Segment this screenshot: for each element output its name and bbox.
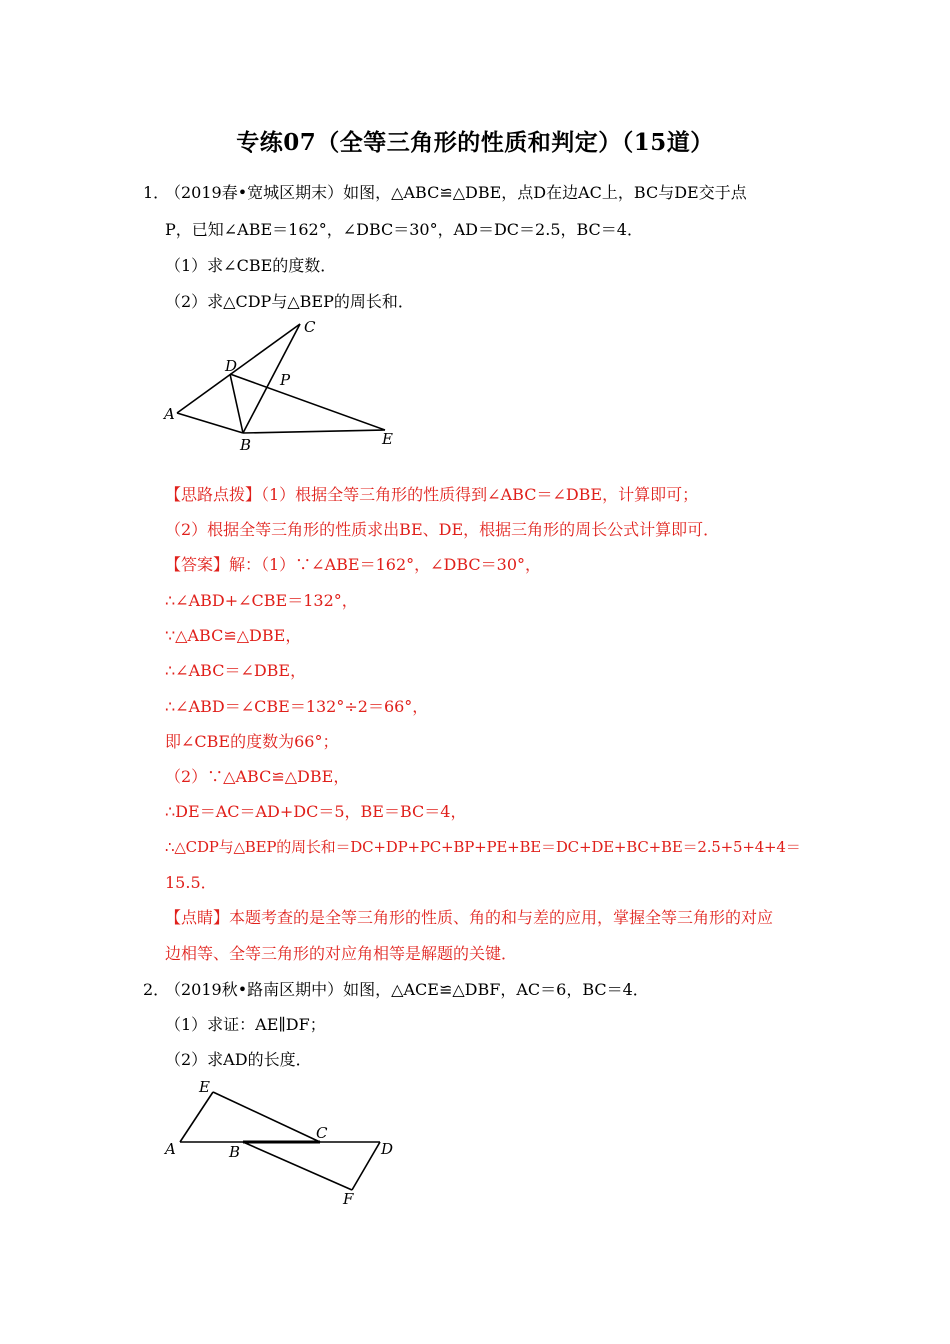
question-number-2: 2． [143, 980, 170, 999]
question-number-1: 1． [143, 183, 170, 202]
q2-part2: （2）求AD的长度． [165, 1050, 312, 1069]
q1-answer-line: ∴△CDP与△BEP的周长和＝DC+DP+PC+BP+PE+BE＝DC+DE+BC+BE＝2.5+5+4+4＝ [165, 838, 801, 856]
q2-label-c: C [316, 1124, 328, 1142]
q1-remark-line1: 【点睛】本题考查的是全等三角形的性质、角的和与差的应用，掌握全等三角形的对应 [165, 908, 774, 927]
q1-answer-line: ∵△ABC≌△DBE， [165, 626, 302, 645]
q2-label-d: D [381, 1140, 394, 1158]
q2-figure [155, 1072, 415, 1212]
q1-hint-line1: 【思路点拨】（1）根据全等三角形的性质得到∠ABC＝∠DBE，计算即可； [165, 485, 699, 504]
q1-remark-line2: 边相等、全等三角形的对应角相等是解题的关键． [165, 944, 518, 963]
q1-answer-line: ∴∠ABC＝∠DBE， [165, 661, 307, 680]
q1-answer-line: （2）∵△ABC≌△DBE， [165, 767, 350, 786]
page-title: 专练07（全等三角形的性质和判定）（15道） [236, 129, 714, 156]
q2-label-a: A [165, 1140, 176, 1158]
q1-label-p: P [280, 371, 291, 389]
q1-answer-line: 15.5． [165, 873, 217, 892]
q1-answer-line: ∴DE＝AC＝AD+DC＝5，BE＝BC＝4， [165, 802, 467, 821]
q1-answer-line: 【答案】解：（1）∵∠ABE＝162°，∠DBC＝30°， [165, 555, 542, 574]
q1-answer-line: ∴∠ABD＝∠CBE＝132°÷2＝66°， [165, 697, 429, 716]
q1-stem-line1: （2019春•宽城区期末）如图，△ABC≌△DBE，点D在边AC上，BC与DE交于点 [165, 183, 747, 202]
q1-label-b: B [240, 436, 252, 454]
q1-answer-line: ∴∠ABD+∠CBE＝132°， [165, 591, 358, 610]
q2-part1: （1）求证：AE∥DF； [165, 1015, 326, 1034]
q1-label-d: D [225, 357, 238, 375]
q1-part2: （2）求△CDP与△BEP的周长和． [165, 292, 414, 311]
q2-label-b: B [229, 1143, 241, 1161]
q1-stem-line2: P，已知∠ABE＝162°，∠DBC＝30°，AD＝DC＝2.5，BC＝4． [165, 220, 643, 239]
q2-stem: （2019秋•路南区期中）如图，△ACE≌△DBF，AC＝6，BC＝4． [165, 980, 649, 999]
q2-label-f: F [343, 1190, 354, 1208]
q1-hint-line2: （2）根据全等三角形的性质求出BE、DE，根据三角形的周长公式计算即可． [165, 520, 720, 539]
q1-figure [155, 310, 415, 460]
q1-answer-line: 即∠CBE的度数为66°； [165, 732, 339, 751]
q2-label-e: E [199, 1078, 210, 1096]
q1-label-a: A [164, 405, 175, 423]
q1-part1: （1）求∠CBE的度数． [165, 256, 337, 275]
q1-label-c: C [304, 318, 316, 336]
q1-label-e: E [382, 430, 393, 448]
